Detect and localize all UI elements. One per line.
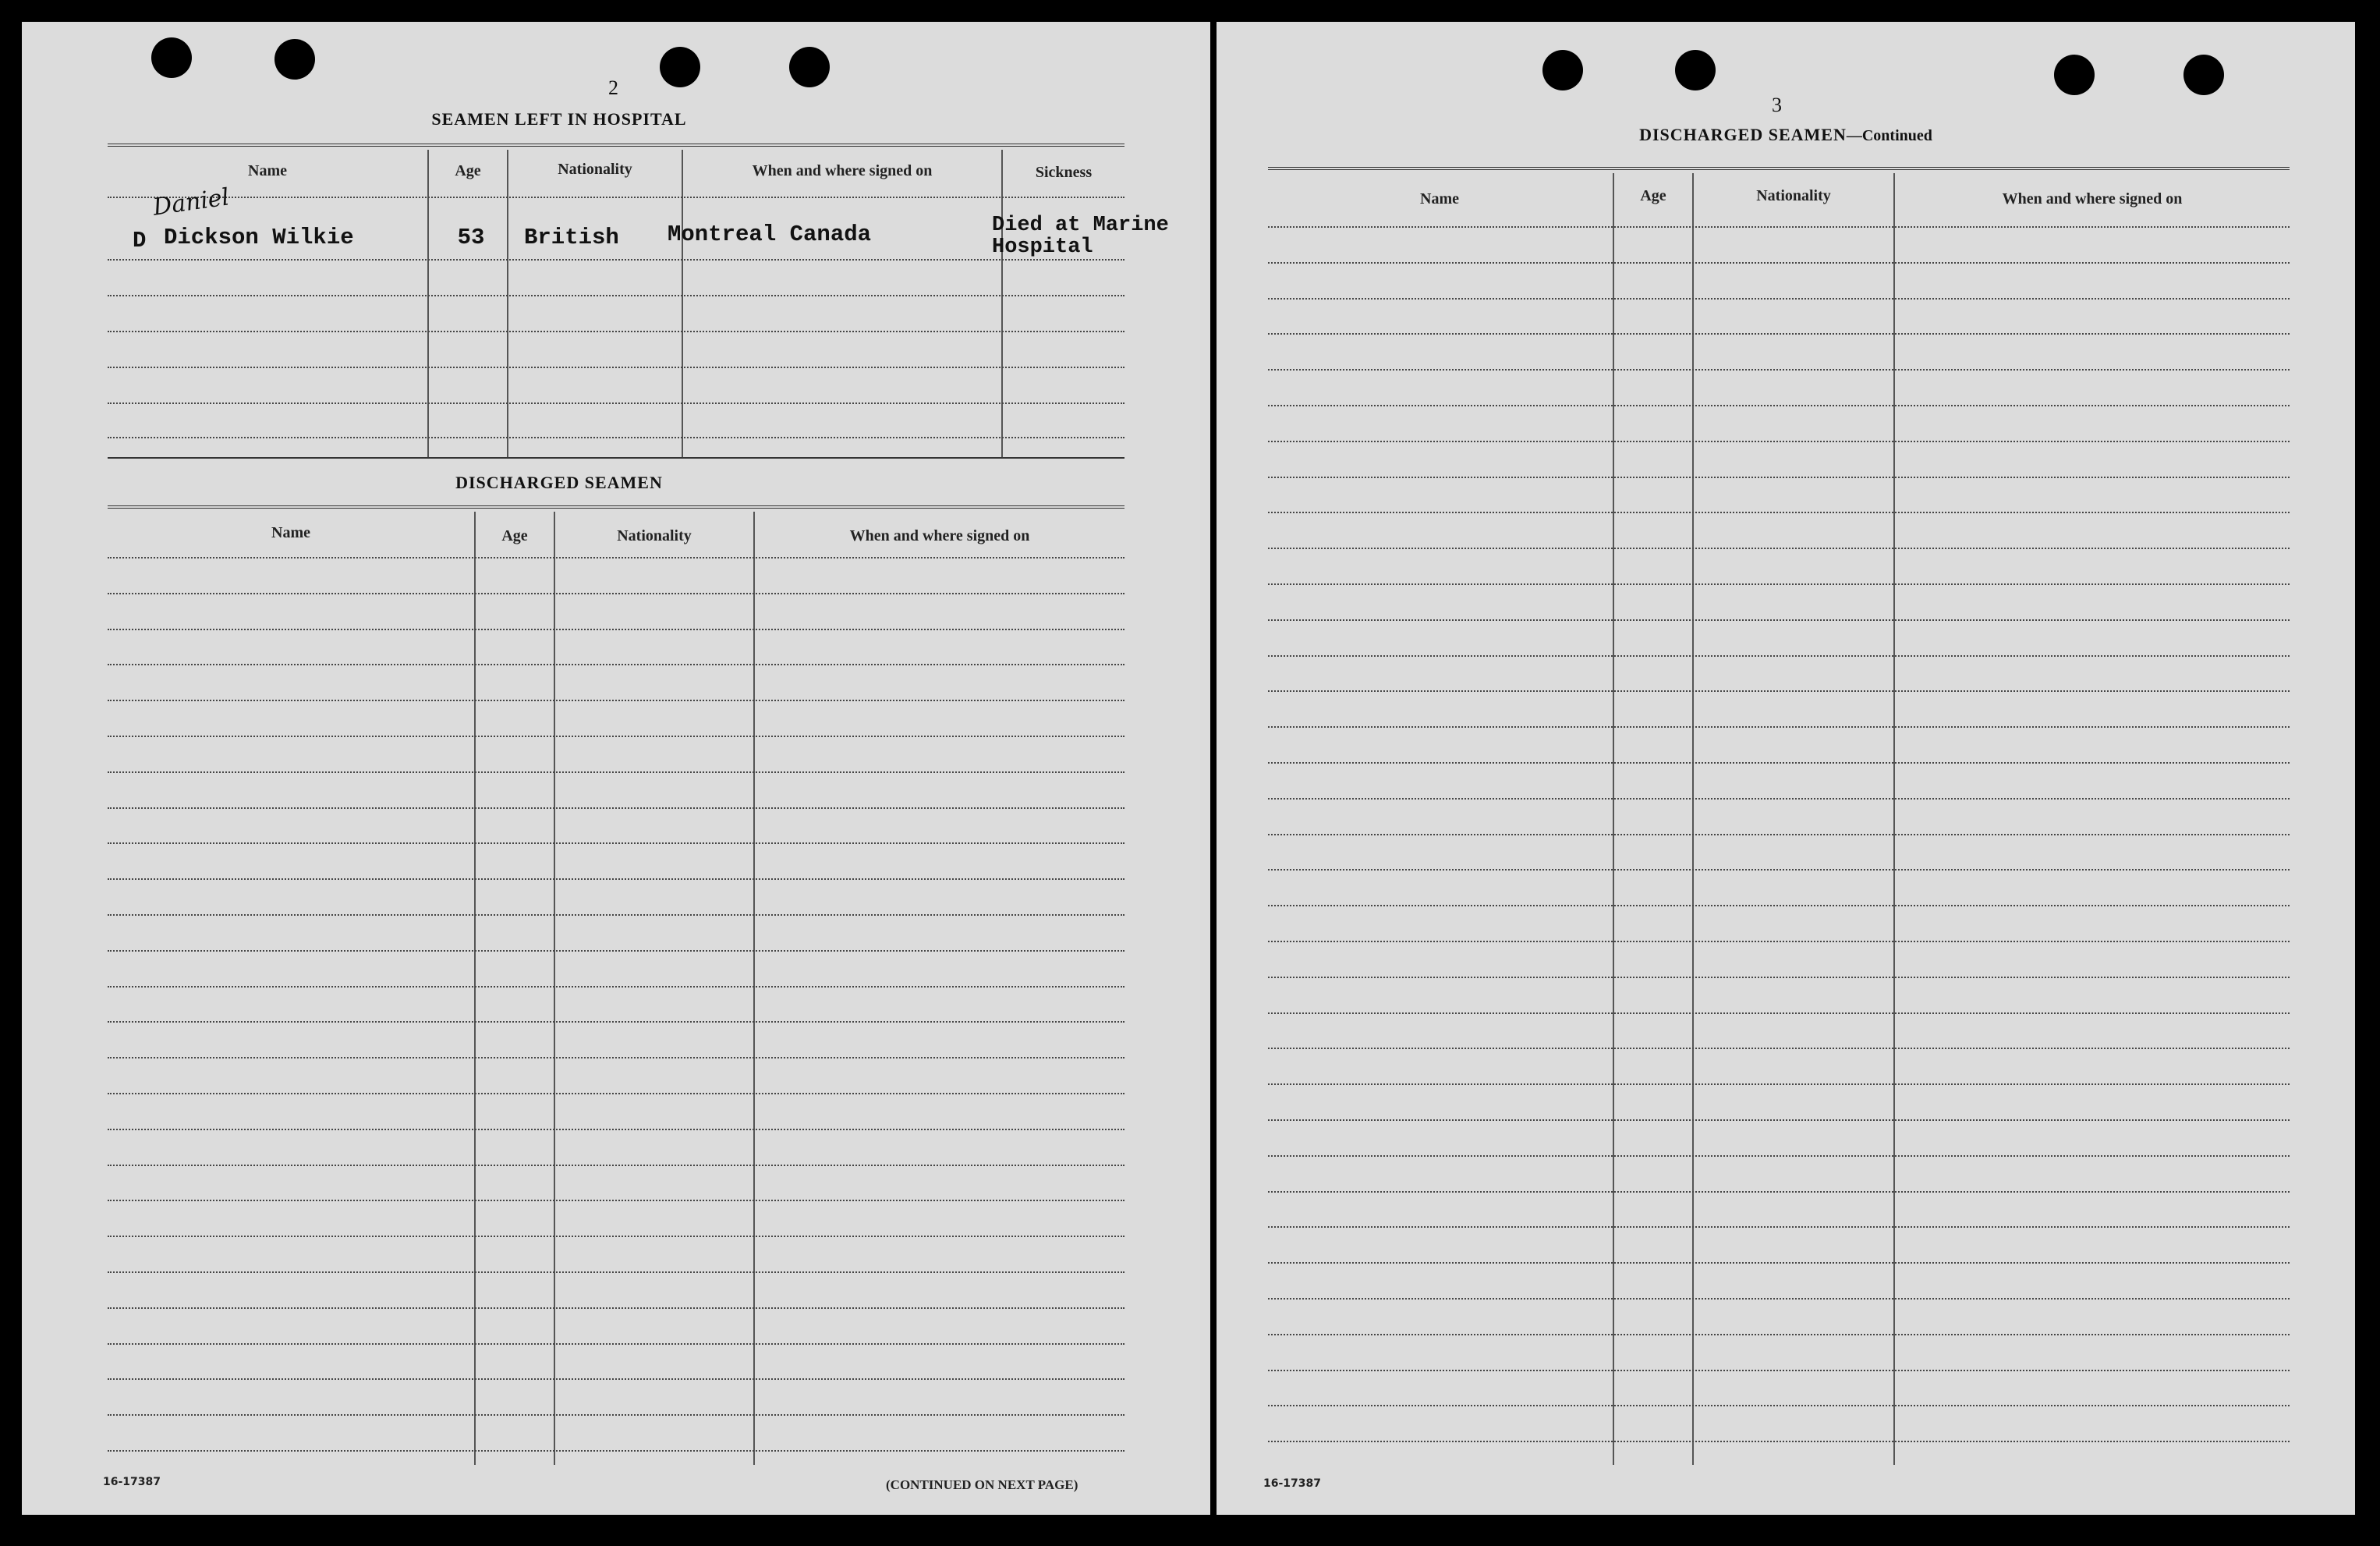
section-title-discharged-continued [1544, 125, 2028, 145]
header-rule [1268, 167, 2290, 170]
column-divider [1692, 173, 1694, 1465]
column-divider [1613, 173, 1614, 1465]
section-bottom-rule [108, 457, 1124, 459]
table-row-line [1268, 1083, 2290, 1085]
table-row-line [1268, 941, 2290, 942]
table-row-line [1268, 1441, 2290, 1442]
column-header-signed-on: When and where signed on [849, 527, 1030, 544]
binder-hole [274, 39, 315, 80]
table-row-line [1268, 1191, 2290, 1193]
section-title-suffix: —Continued [1846, 127, 1932, 144]
table-row-line [1268, 1155, 2290, 1157]
table-row-line [108, 950, 1124, 952]
entry-sickness-line-1: Died at Marine [992, 214, 1169, 237]
table-row-line [108, 437, 1124, 438]
header-rule [108, 144, 1124, 147]
column-header-nationality: Nationality [617, 527, 692, 544]
table-row-line [1268, 1119, 2290, 1121]
binder-hole [151, 37, 192, 78]
column-header-age: Age [501, 527, 528, 544]
entry-nationality: British [524, 225, 619, 250]
table-row-line [108, 1271, 1124, 1273]
table-row-line [1268, 1298, 2290, 1300]
header-rule [108, 505, 1124, 509]
table-row-line [108, 1021, 1124, 1023]
column-header-sickness: Sickness [1035, 164, 1093, 181]
entry-initial: D [133, 228, 147, 254]
table-row-line [1268, 226, 2290, 228]
table-row-line [108, 1057, 1124, 1058]
table-row-line [1268, 905, 2290, 906]
table-row-line [108, 197, 1124, 198]
table-row-line [108, 259, 1124, 261]
table-row-line [108, 914, 1124, 916]
table-row-line [1268, 1048, 2290, 1049]
table-row-line [1268, 655, 2290, 657]
page-number: 2 [608, 76, 618, 99]
binder-hole [1542, 50, 1583, 90]
table-row-line [1268, 619, 2290, 621]
table-row-line [1268, 405, 2290, 406]
table-row-line [1268, 1370, 2290, 1371]
column-header-name: Name [271, 524, 310, 541]
table-row-line [108, 1414, 1124, 1416]
binder-hole [2054, 55, 2095, 95]
table-row-line [108, 593, 1124, 594]
table-row-line [108, 629, 1124, 630]
table-row-line [108, 1093, 1124, 1094]
entry-sickness-line-2: Hospital [992, 236, 1093, 259]
column-header-signed-on: When and where signed on [752, 162, 933, 179]
column-header-name: Name [1420, 190, 1459, 207]
column-divider [554, 512, 555, 1465]
table-row-line [1268, 1012, 2290, 1014]
column-header-signed-on: When and where signed on [2002, 190, 2183, 207]
table-row-line [108, 1236, 1124, 1237]
binder-hole [789, 47, 830, 87]
column-header-nationality: Nationality [558, 161, 632, 178]
table-row-line [1268, 1334, 2290, 1335]
table-row-line [108, 664, 1124, 665]
table-row-line [108, 842, 1124, 844]
table-row-line [1268, 369, 2290, 371]
table-row-line [1268, 441, 2290, 442]
table-row-line [108, 1307, 1124, 1309]
table-row-line [108, 1343, 1124, 1345]
table-row-line [108, 402, 1124, 404]
column-header-age: Age [455, 162, 481, 179]
table-row-line [108, 986, 1124, 988]
table-row-line [108, 1200, 1124, 1201]
entry-name: Dickson Wilkie [164, 225, 354, 250]
table-row-line [108, 700, 1124, 701]
table-row-line [108, 295, 1124, 296]
binder-hole [660, 47, 700, 87]
table-row-line [108, 557, 1124, 558]
table-row-line [108, 1378, 1124, 1380]
form-number: 16-17387 [103, 1476, 161, 1488]
table-row-line [1268, 1262, 2290, 1264]
section-title-hospital: SEAMEN LEFT IN HOSPITAL [431, 109, 687, 129]
table-row-line [1268, 798, 2290, 800]
table-row-line [108, 1165, 1124, 1166]
entry-signed-on: Montreal Canada [668, 222, 872, 247]
table-row-line [1268, 477, 2290, 478]
entry-age: 53 [457, 225, 485, 250]
column-divider [753, 512, 755, 1465]
table-row-line [108, 1450, 1124, 1452]
continued-note: (CONTINUED ON NEXT PAGE) [886, 1477, 1078, 1492]
table-row-line [108, 331, 1124, 332]
table-row-line [108, 367, 1124, 368]
table-row-line [1268, 726, 2290, 728]
table-row-line [1268, 762, 2290, 764]
section-title-main: DISCHARGED SEAMEN [1639, 125, 1847, 144]
column-header-age: Age [1640, 187, 1666, 204]
table-row-line [1268, 333, 2290, 335]
table-row-line [1268, 834, 2290, 835]
table-row-line [108, 736, 1124, 737]
table-row-line [1268, 869, 2290, 871]
section-title-discharged: DISCHARGED SEAMEN [455, 473, 663, 492]
column-divider [1893, 173, 1895, 1465]
table-row-line [1268, 1226, 2290, 1228]
table-row-line [108, 1129, 1124, 1130]
left-page [22, 22, 1210, 1515]
column-header-name: Name [248, 162, 287, 179]
table-row-line [1268, 298, 2290, 300]
table-row-line [1268, 548, 2290, 549]
binder-hole [2183, 55, 2224, 95]
table-row-line [108, 807, 1124, 809]
form-number: 16-17387 [1263, 1477, 1321, 1490]
table-row-line [1268, 262, 2290, 264]
column-divider [474, 512, 476, 1465]
binder-hole [1675, 50, 1716, 90]
table-row-line [108, 771, 1124, 773]
table-row-line [108, 878, 1124, 880]
table-row-line [1268, 1405, 2290, 1406]
handwritten-first-name: Daniel [151, 183, 232, 222]
table-row-line [1268, 512, 2290, 513]
page-number: 3 [1772, 94, 1782, 116]
table-row-line [1268, 977, 2290, 978]
table-row-line [1268, 690, 2290, 692]
right-page [1217, 22, 2355, 1515]
table-row-line [1268, 583, 2290, 585]
column-header-nationality: Nationality [1756, 187, 1831, 204]
